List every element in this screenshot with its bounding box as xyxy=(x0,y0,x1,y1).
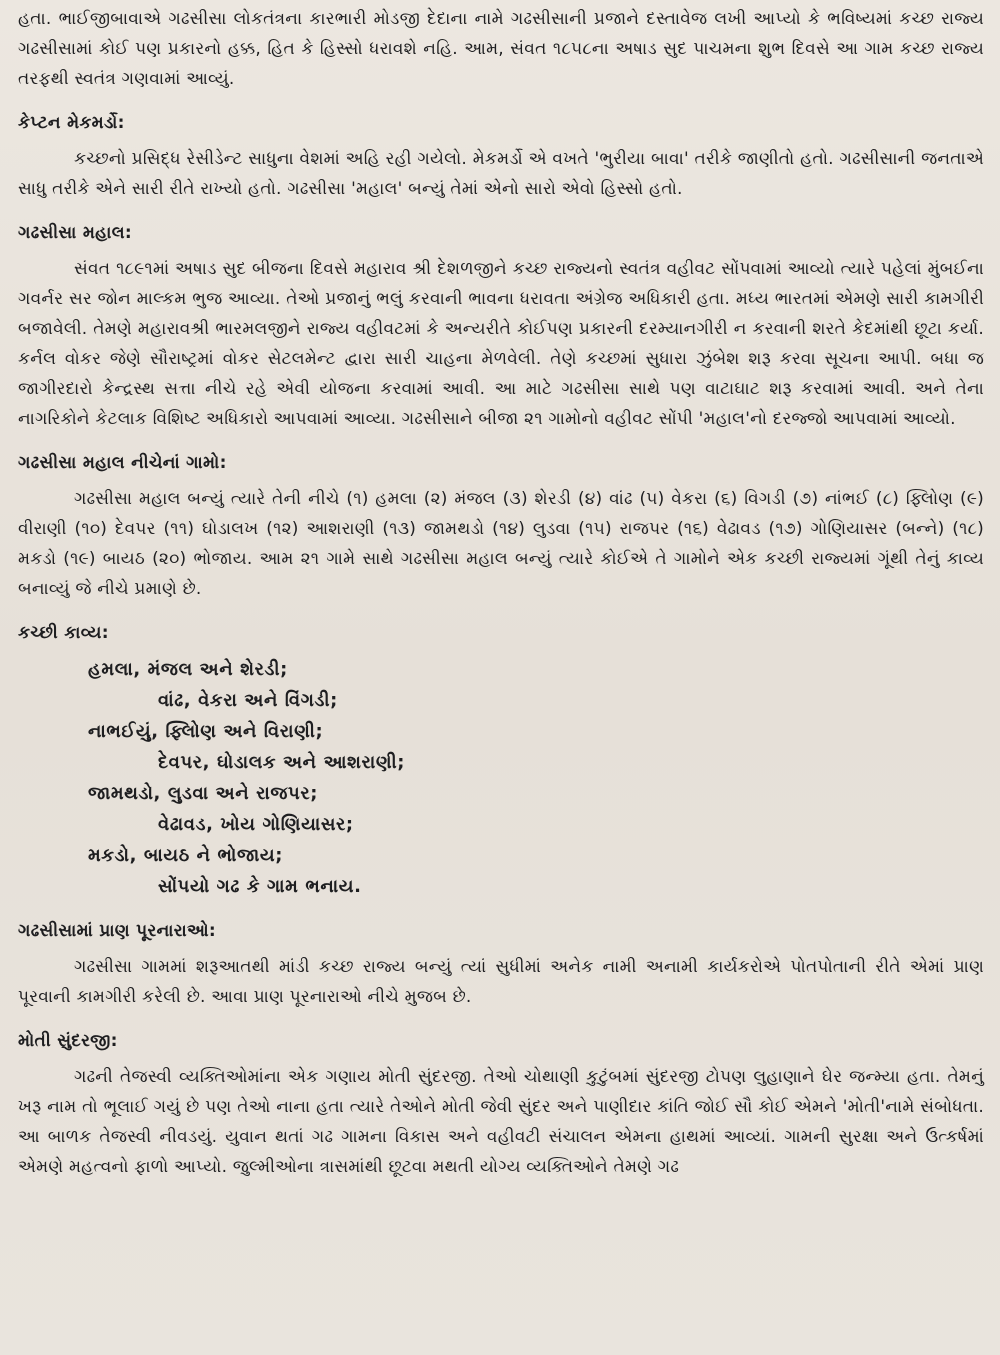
paragraph-captain-mcmurdo: કચ્છનો પ્રસિદ્ધ રેસીડેન્ટ સાધુના વેશમાં અહિ રહી ગયેલો. મેકમર્ડો એ વખતે 'ભુરીયા બાવા' તરીકે જાણીતો હતો. ગઢસીસાની જનતાએ સાધુ તરીકે એને સારી રીતે રાખ્યો હતો. ગઢસીસા 'મહાલ' બન્યું તેમાં એનો સારો એવો હિસ્સો હતો. xyxy=(18,149,984,199)
heading-contributors: ગઢસીસામાં પ્રાણ પૂરનારાઓ: xyxy=(18,921,216,941)
paragraph-contributors: ગઢસીસા ગામમાં શરૂઆતથી માંડી કચ્છ રાજ્ય બન્યું ત્યાં સુધીમાં અનેક નામી અનામી કાર્યકરોએ પોતપોતાની રીતે એમાં પ્રાણ પૂરવાની કામગીરી કરેલી છે. આવા પ્રાણ પૂરનારાઓ નીચે મુજબ છે. xyxy=(18,957,984,1007)
intro-paragraph: હતા. ભાઈજીબાવાએ ગઢસીસા લોકતંત્રના કારભારી મોડજી દેદાના નામે ગઢસીસાની પ્રજાને દસ્તાવેજ લખી આપ્યો કે ભવિષ્યમાં કચ્છ રાજ્ય ગઢસીસામાં કોઈ પણ પ્રકારનો હક્ક, હિત કે હિસ્સો ધરાવશે નહિ. આમ, સંવત ૧૮૫૮ના અષાડ સુદ પાચમના શુભ દિવસે આ ગામ કચ્છ રાજ્ય તરફથી સ્વતંત્ર ગણવામાં આવ્યું. xyxy=(18,9,984,89)
paragraph-gadhsisa-mahal: સંવત ૧૮૯૧માં અષાડ સુદ બીજના દિવસે મહારાવ શ્રી દેશળજીને કચ્છ રાજ્યનો સ્વતંત્ર વહીવટ સોંપવામાં આવ્યો ત્યારે પહેલાં મુંબઈના ગવર્નર સર જોન માલ્કમ ભુજ આવ્યા. તેઓ પ્રજાનું ભલું કરવાની ભાવના ધરાવતા અંગ્રેજ અધિકારી હતા. મધ્ય ભારતમાં એમણે સારી કામગીરી બજાવેલી. તેમણે મહારાવશ્રી ભારમલજીને રાજ્ય વહીવટમાં કે અન્યરીતે કોઈપણ પ્રકારની દરમ્યાનગીરી ન કરવાની શરતે કેદમાંથી છૂટા કર્યા. કર્નલ વોકર જેણે સૌરાષ્ટ્રમાં વોકર સેટલમેન્ટ દ્વારા સારી ચાહના મેળવેલી. તેણે કચ્છમાં સુધારા ઝુંબેશ શરૂ કરવા સૂચના આપી. બધા જ જાગીરદારો કેન્દ્રસ્થ સત્તા નીચે રહે એવી યોજના કરવામાં આવી. આ માટે ગઢસીસા સાથે પણ વાટાઘાટ શરૂ કરવામાં આવી. અને તેના નાગરિકોને કેટલાક વિશિષ્ટ અધિકારો આપવામાં આવ્યા. ગઢસીસાને બીજા ૨૧ ગામોનો વહીવટ સોંપી 'મહાલ'નો દરજ્જો આપવામાં આવ્યો. xyxy=(18,259,984,429)
heading-mahal-villages: ગઢસીસા મહાલ નીચેનાં ગામો: xyxy=(18,453,227,473)
poem-line: મકડો, બાયઠ ને ભોજાય; xyxy=(88,845,284,866)
document-page xyxy=(18,4,984,1182)
heading-captain-mcmurdo: કેપ્ટન મેકમર્ડો: xyxy=(18,113,125,133)
poem-line: દેવપર, ઘોડાલક અને આશરાણી; xyxy=(158,752,406,773)
heading-gadhsisa-mahal: ગઢસીસા મહાલ: xyxy=(18,223,132,243)
heading-moti-sundarji: મોતી સુંદરજી: xyxy=(18,1031,118,1051)
poem-line: નાભઈયું, ફ્લિોણ અને વિરાણી; xyxy=(88,721,324,742)
heading-kutchi-poem: કચ્છી કાવ્ય: xyxy=(18,623,109,643)
kutchi-poem xyxy=(18,654,984,902)
paragraph-mahal-villages: ગઢસીસા મહાલ બન્યું ત્યારે તેની નીચે (૧) હમલા (૨) મંજલ (૩) શેરડી (૪) વાંઢ (૫) વેકરા (૬) વિગડી (૭) નાંભઈ (૮) ફ્લિોણ (૯) વીરાણી (૧૦) દેવપર (૧૧) ઘોડાલખ (૧૨) આશરાણી (૧૩) જામથડો (૧૪) લુડવા (૧૫) રાજપર (૧૬) વેઢાવડ (૧૭) ગોણિયાસર (બન્ને) (૧૮) મકડો (૧૯) બાયઠ (૨૦) ભોજાય. આમ ૨૧ ગામે સાથે ગઢસીસા મહાલ બન્યું ત્યારે કોઈએ તે ગામોને એક કચ્છી રાજ્યમાં ગૂંથી તેનું કાવ્ય બનાવ્યું જે નીચે પ્રમાણે છે. xyxy=(18,489,984,599)
poem-line: જામથડો, લુડવા અને રાજપર; xyxy=(88,783,319,804)
poem-line: હમલા, મંજલ અને શેરડી; xyxy=(88,659,288,680)
paragraph-moti-sundarji: ગઢની તેજસ્વી વ્યક્તિઓમાંના એક ગણાય મોતી સુંદરજી. તેઓ ચોથાણી કુટુંબમાં સુંદરજી ટોપણ લુહાણાને ઘેર જન્મ્યા હતા. તેમનું ખરૂ નામ તો ભૂલાઈ ગયું છે પણ તેઓ નાના હતા ત્યારે તેઓને મોતી જેવી સુંદર અને પાણીદાર કાંતિ જોઈ સૌ કોઈ એમને 'મોતી'નામે સંબોધતા. આ બાળક તેજસ્વી નીવડયું. યુવાન થતાં ગઢ ગામના વિકાસ અને વહીવટી સંચાલન એમના હાથમાં આવ્યાં. ગામની સુરક્ષા અને ઉત્કર્ષમાં એમણે મહત્વનો ફાળો આપ્યો. જુલ્મીઓના ત્રાસમાંથી છૂટવા મથતી યોગ્ય વ્યક્તિઓને તેમણે ગઢ xyxy=(18,1067,984,1177)
poem-line: સોંપયો ગઢ કે ગામ ભનાય. xyxy=(158,876,362,897)
poem-line: વેઢાવડ, ખોય ગોણિયાસર; xyxy=(158,814,354,835)
poem-line: વાંઢ, વેકરા અને વિંગડી; xyxy=(158,690,338,711)
